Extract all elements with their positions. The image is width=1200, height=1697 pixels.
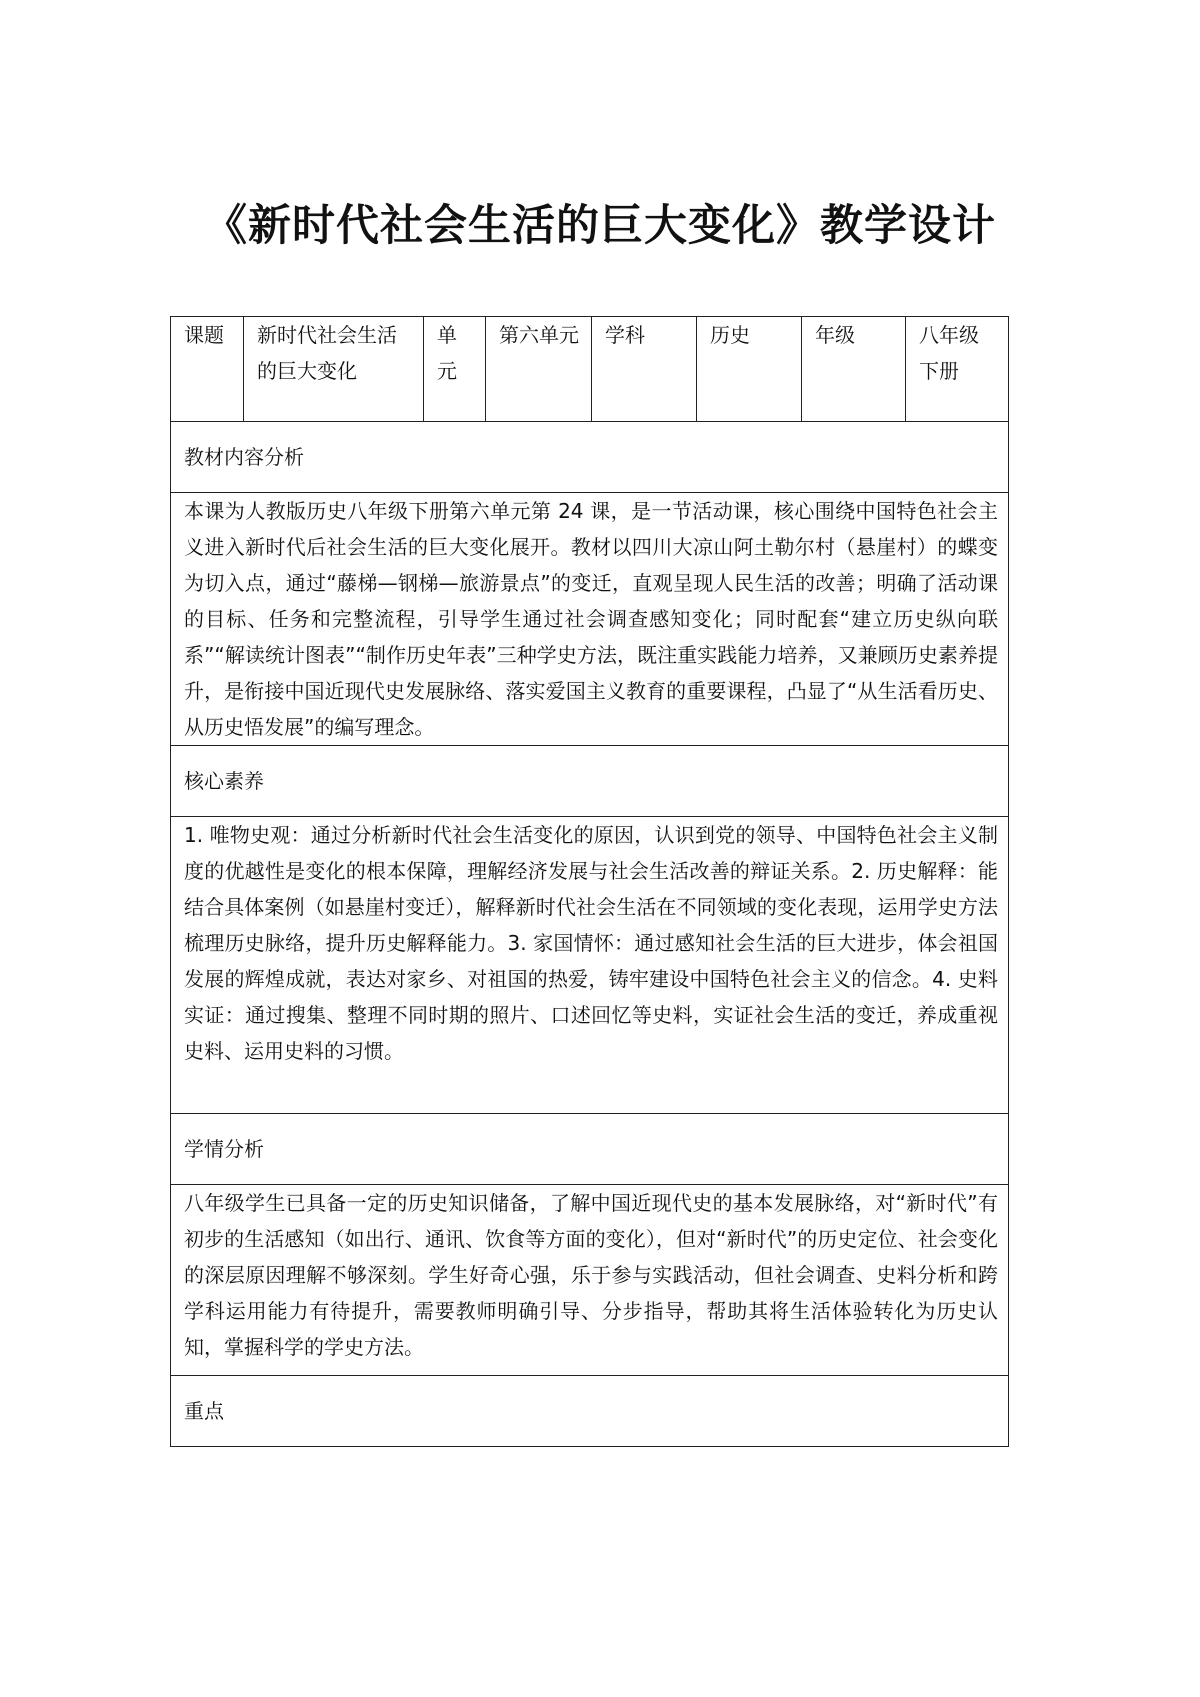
- section-content-row: [171, 817, 1009, 1114]
- student-analysis-content: 八年级学生已具备一定的历史知识储备，了解中国近现代史的基本发展脉络，对“新时代”有初步的生活感知（如出行、通讯、饮食等方面的变化），但对“新时代”的历史定位、社会变化的深层原因理解不够深刻。学生好奇心强，乐于参与实践活动，但社会调查、史料分析和跨学科运用能力有待提升，需要教师明确引导、分步指导，帮助其将生活体验转化为历史认知，掌握科学的学史方法。: [171, 1185, 1009, 1376]
- unit-label-cell: 单元: [424, 317, 486, 422]
- grade-label-cell: 年级: [802, 317, 906, 422]
- core-literacy-content: 1. 唯物史观：通过分析新时代社会生活变化的原因，认识到党的领导、中国特色社会主义制度的优越性是变化的根本保障，理解经济发展与社会生活改善的辩证关系。2. 历史解释：能结合具体案例（如悬崖村变迁），解释新时代社会生活在不同领域的变化表现，运用学史方法梳理历史脉络，提升历史解释能力。3. 家国情怀：通过感知社会生活的巨大进步，体会祖国发展的辉煌成就，表达对家乡、对祖国的热爱，铸牢建设中国特色社会主义的信念。4. 史料实证：通过搜集、整理不同时期的照片、口述回忆等史料，实证社会生活的变迁，养成重视史料、运用史料的习惯。: [171, 817, 1009, 1114]
- header-row: [171, 317, 1009, 422]
- core-literacy-heading: 核心素养: [171, 746, 1009, 817]
- section-content-row: [171, 493, 1009, 746]
- document-title: 《新时代社会生活的巨大变化》教学设计: [204, 201, 996, 251]
- section-content-row: [171, 1185, 1009, 1376]
- student-analysis-heading: 学情分析: [171, 1114, 1009, 1185]
- key-points-heading: 重点: [171, 1376, 1009, 1447]
- lesson-plan-table: [170, 316, 1009, 1447]
- unit-value-cell: 第六单元: [486, 317, 592, 422]
- topic-label-cell: 课题: [171, 317, 244, 422]
- section-heading-row: [171, 422, 1009, 493]
- material-analysis-content: 本课为人教版历史八年级下册第六单元第 24 课，是一节活动课，核心围绕中国特色社会主义进入新时代后社会生活的巨大变化展开。教材以四川大凉山阿土勒尔村（悬崖村）的蝶变为切入点，通过“藤梯—钢梯—旅游景点”的变迁，直观呈现人民生活的改善；明确了活动课的目标、任务和完整流程，引导学生通过社会调查感知变化；同时配套“建立历史纵向联系”“解读统计图表”“制作历史年表”三种学史方法，既注重实践能力培养，又兼顾历史素养提升，是衔接中国近现代史发展脉络、落实爱国主义教育的重要课程，凸显了“从生活看历史、从历史悟发展”的编写理念。: [171, 493, 1009, 746]
- section-heading-row: [171, 746, 1009, 817]
- subject-value-cell: 历史: [697, 317, 802, 422]
- grade-value-cell: 八年级下册: [906, 317, 1009, 422]
- subject-label-cell: 学科: [592, 317, 697, 422]
- topic-value-cell: 新时代社会生活的巨大变化: [244, 317, 424, 422]
- section-heading-row: [171, 1114, 1009, 1185]
- section-heading-row: [171, 1376, 1009, 1447]
- material-analysis-heading: 教材内容分析: [171, 422, 1009, 493]
